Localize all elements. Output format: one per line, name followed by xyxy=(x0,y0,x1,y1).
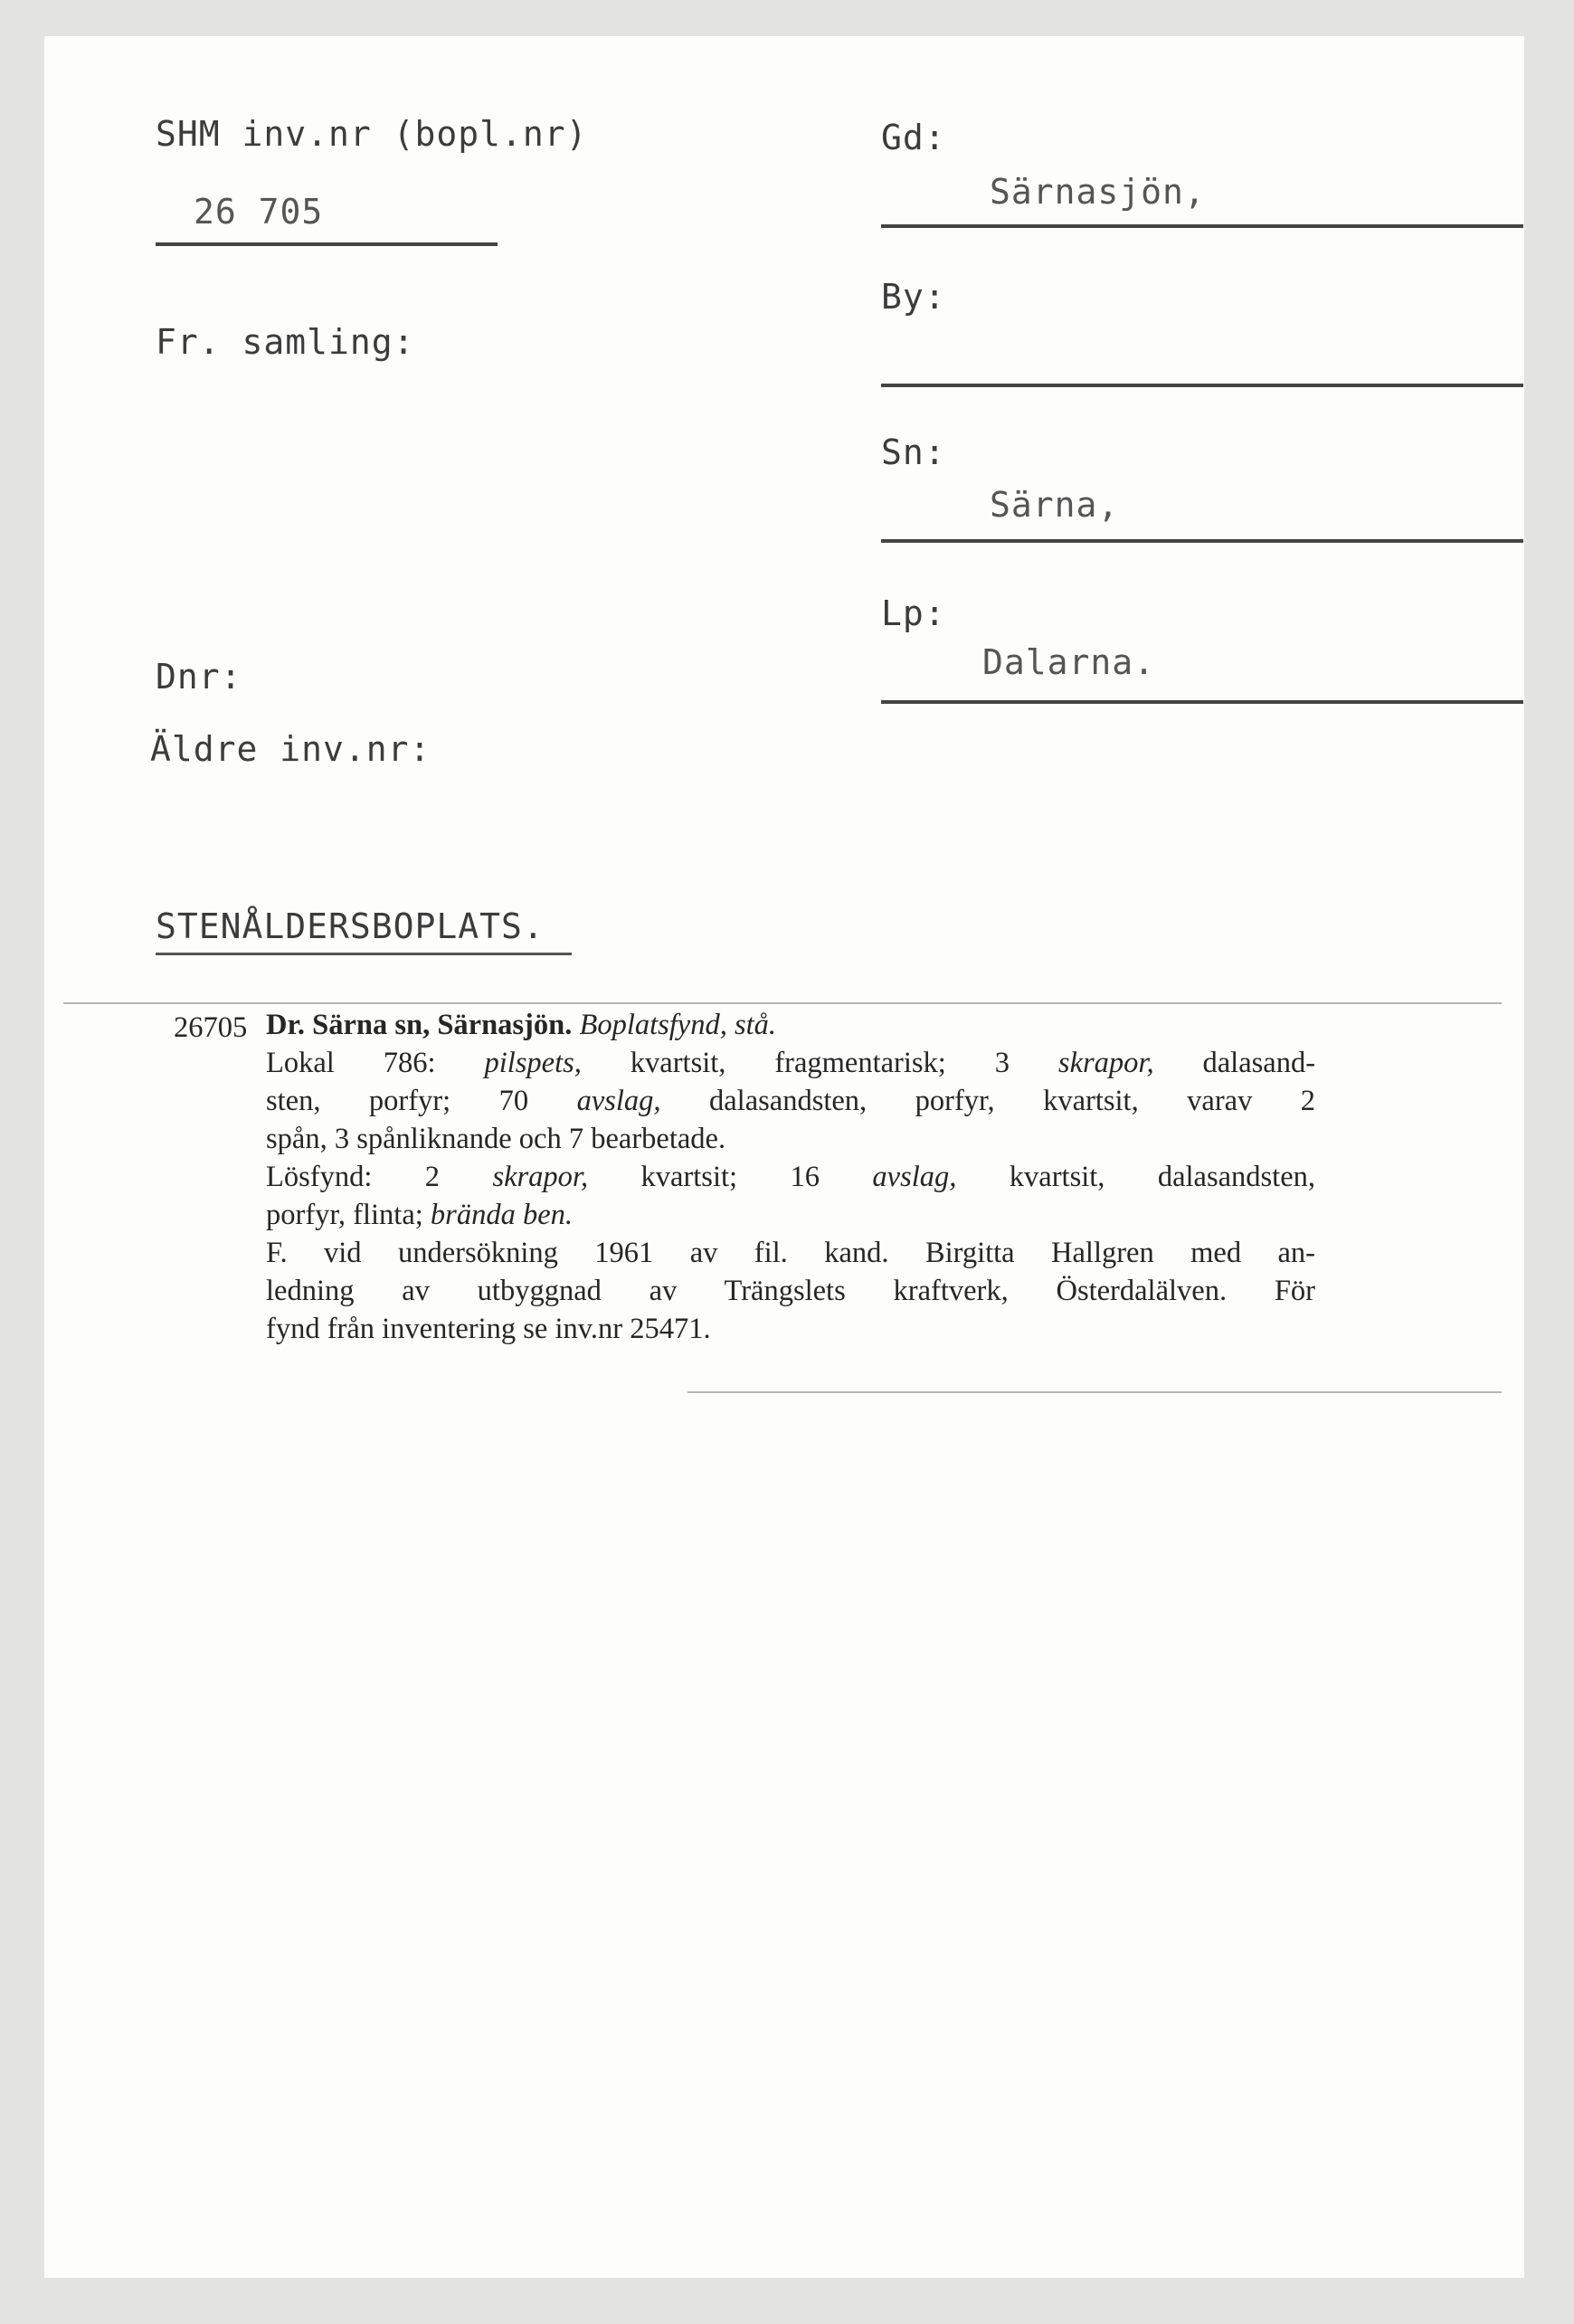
entry-l4-e: kvartsit, dalasandsten, xyxy=(1009,1161,1316,1193)
by-label: By: xyxy=(881,277,946,317)
entry-l4-a: Lösfynd: 2 xyxy=(266,1161,441,1193)
gd-label: Gd: xyxy=(881,118,946,157)
gd-value: Särnasjön, xyxy=(990,172,1206,212)
entry-l1-a: Lokal 786: xyxy=(266,1047,436,1079)
entry-line-6: F. vid undersökning 1961 av fil. kand. Birgitta Hallgren med an- xyxy=(266,1237,1315,1269)
entry-heading-bold: Dr. Särna sn, Särnasjön. xyxy=(266,1009,573,1041)
entry-l2-a: sten, porfyr; 70 xyxy=(266,1085,529,1117)
entry-l4-b: skrapor, xyxy=(492,1161,589,1193)
dnr-label: Dnr: xyxy=(156,657,242,697)
by-rule xyxy=(881,384,1523,387)
entry-l1-d: skrapor, xyxy=(1057,1047,1154,1079)
entry-line-1 xyxy=(266,1044,1315,1082)
entry-heading-italic: Boplatsfynd, stå. xyxy=(579,1009,777,1041)
gd-rule xyxy=(881,224,1523,228)
entry-l4-d: avslag, xyxy=(872,1161,957,1193)
entry-l4-c: kvartsit; 16 xyxy=(640,1161,820,1193)
entry-l1-b: pilspets, xyxy=(484,1047,582,1079)
lp-value: Dalarna. xyxy=(982,642,1156,682)
catalog-entry-text xyxy=(266,1006,1315,1348)
fr-samling-label: Fr. samling: xyxy=(156,322,415,362)
slip-top-edge xyxy=(63,1002,1502,1004)
entry-line-2 xyxy=(266,1082,1315,1120)
entry-line-7: ledning av utbyggnad av Trängslets kraftverk, Österdalälven. För xyxy=(266,1275,1315,1307)
entry-heading-line xyxy=(266,1006,1315,1044)
category-underline xyxy=(156,953,572,955)
slip-bottom-edge xyxy=(687,1391,1502,1393)
entry-line-3: spån, 3 spånliknande och 7 bearbetade. xyxy=(266,1123,726,1155)
entry-line-5 xyxy=(266,1196,1315,1234)
entry-line-4 xyxy=(266,1158,1315,1196)
aldre-inv-label: Äldre inv.nr: xyxy=(150,729,431,769)
inv-value: 26 705 xyxy=(194,192,324,232)
lp-label: Lp: xyxy=(881,593,946,633)
entry-l1-c: kvartsit, fragmentarisk; 3 xyxy=(630,1047,1010,1079)
entry-line-8: fynd från inventering se inv.nr 25471. xyxy=(266,1313,711,1345)
entry-l5-a: porfyr, flinta; xyxy=(266,1199,423,1231)
sn-label: Sn: xyxy=(881,432,946,472)
inv-label: SHM inv.nr (bopl.nr) xyxy=(156,114,588,154)
entry-l2-b: avslag, xyxy=(576,1085,661,1117)
sn-value: Särna, xyxy=(990,485,1120,525)
lp-rule xyxy=(881,700,1523,704)
entry-l2-c: dalasandsten, porfyr, kvartsit, varav 2 xyxy=(709,1085,1316,1117)
sn-rule xyxy=(881,539,1523,543)
inv-underline xyxy=(156,242,498,246)
category-heading: STENÅLDERSBOPLATS. xyxy=(156,906,545,946)
entry-l5-b: brända ben. xyxy=(430,1199,573,1231)
entry-number: 26705 xyxy=(174,1011,248,1044)
entry-l1-e: dalasand- xyxy=(1202,1047,1316,1079)
